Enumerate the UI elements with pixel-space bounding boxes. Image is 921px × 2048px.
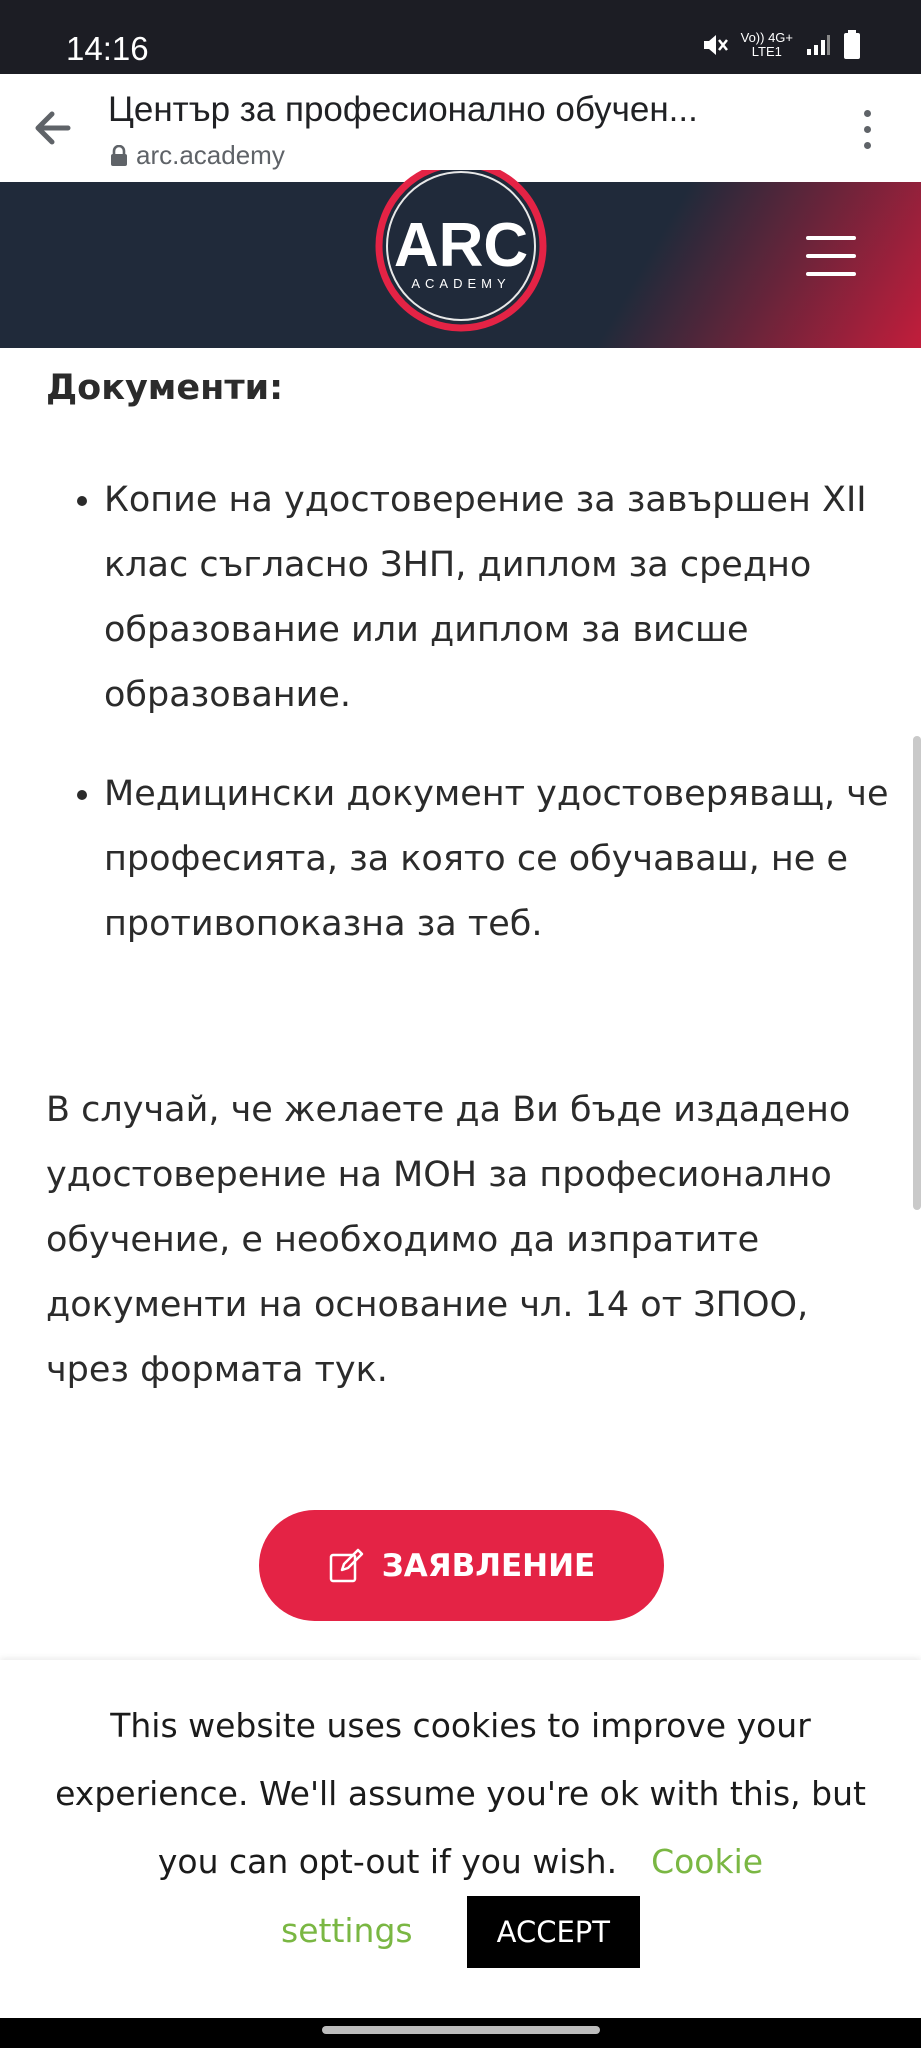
- url-text: arc.academy: [136, 140, 285, 170]
- battery-icon: [843, 30, 861, 60]
- browser-toolbar: [0, 74, 921, 183]
- logo-text: ARC: [393, 211, 529, 280]
- system-navigation-bar: [0, 2018, 921, 2048]
- mute-icon: [701, 31, 729, 59]
- scrollbar[interactable]: [913, 736, 921, 1210]
- list-item: • Копие на удостоверение за завършен XII клас съгласно ЗНП, диплом за средно образование или диплом за висше образование.: [104, 468, 921, 728]
- hamburger-icon[interactable]: [806, 236, 856, 278]
- cookie-banner: [0, 1660, 921, 2018]
- accept-button[interactable]: ACCEPT: [467, 1896, 640, 1968]
- status-time: 14:16: [66, 30, 149, 67]
- signal-icon: [805, 33, 831, 57]
- list-item: • Медицински документ удостоверяващ, че професията, за която се обучаваш, не е противопоказна за теб.: [104, 762, 921, 957]
- status-icons: [701, 30, 861, 60]
- documents-list: [62, 468, 921, 991]
- cookie-message: [40, 1692, 881, 1968]
- status-bar: [0, 0, 921, 74]
- home-handle[interactable]: [322, 2026, 600, 2034]
- url-bar[interactable]: [110, 140, 285, 171]
- logo-subtext: ACADEMY: [411, 276, 511, 291]
- lock-icon: [110, 145, 128, 167]
- cookie-text: This website uses cookies to improve your experience. We'll assume you're ok with this, but you can opt-out if you wish.: [55, 1706, 866, 1881]
- network-top-label: Vo)) 4G+: [740, 30, 793, 45]
- cookie-settings-link[interactable]: Cookie: [651, 1842, 764, 1881]
- application-button[interactable]: [259, 1510, 664, 1621]
- arc-academy-logo[interactable]: [356, 170, 566, 360]
- kebab-menu-icon[interactable]: [859, 110, 875, 154]
- cookie-settings-link-continued[interactable]: settings: [281, 1910, 413, 1950]
- back-button[interactable]: [28, 104, 78, 152]
- arrow-left-icon: [28, 104, 78, 152]
- info-paragraph: В случай, че желаете да Ви бъде издадено удостоверение на МОН за професионално обучение, е необходимо да изпратите документи на основание чл. 14 от ЗПОО, чрез формата тук.: [46, 1090, 851, 1390]
- network-bottom-label: LTE1: [751, 44, 782, 59]
- page-title: Център за професионално обучен...: [108, 90, 698, 129]
- application-button-label: ЗАЯВЛЕНИЕ: [381, 1547, 596, 1584]
- network-indicator: [741, 31, 793, 59]
- edit-icon: [328, 1548, 364, 1584]
- documents-heading: Документи:: [46, 368, 284, 408]
